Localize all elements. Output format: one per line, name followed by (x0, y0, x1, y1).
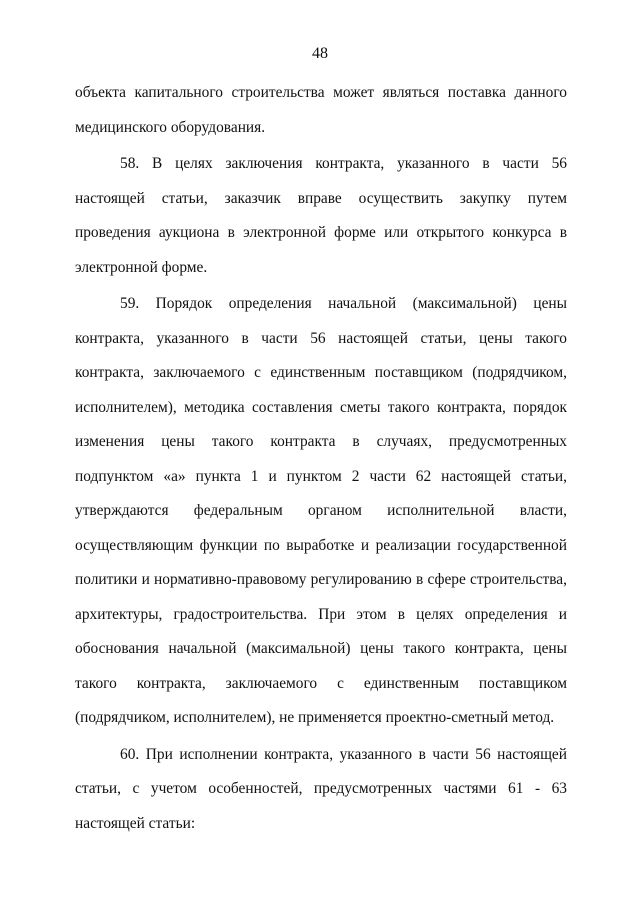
document-body (75, 76, 567, 841)
paragraph-59: 59. Порядок определения начальной (максимальной) цены контракта, указанного в части 56 настоящей статьи, цены такого контракта, заключаемого с единственным поставщиком (подрядчиком, исполнителем), методика составления сметы такого контракта, порядок изменения цены такого контракта в случаях, предусмотренных подпунктом «а» пункта 1 и пунктом 2 части 62 настоящей статьи, утверждаются федеральным органом исполнительной власти, осуществляющим функции по выработке и реализации государственной политики и нормативно-правовому регулированию в сфере строительства, архитектуры, градостроительства. При этом в целях определения и обоснования начальной (максимальной) цены такого контракта, цены такого контракта, заключаемого с единственным поставщиком (подрядчиком, исполнителем), не применяется проектно-сметный метод. (75, 295, 567, 726)
paragraph-continuation: объекта капитального строительства может являться поставка данного медицинского оборудования. (75, 84, 567, 136)
paragraph-58: 58. В целях заключения контракта, указанного в части 56 настоящей статьи, заказчик вправе осуществить закупку путем проведения аукциона в электронной форме или открытого конкурса в электронной форме. (75, 155, 567, 276)
page-number: 48 (312, 45, 328, 62)
paragraph-60: 60. При исполнении контракта, указанного в части 56 настоящей статьи, с учетом особенностей, предусмотренных частями 61 - 63 настоящей статьи: (75, 745, 567, 832)
